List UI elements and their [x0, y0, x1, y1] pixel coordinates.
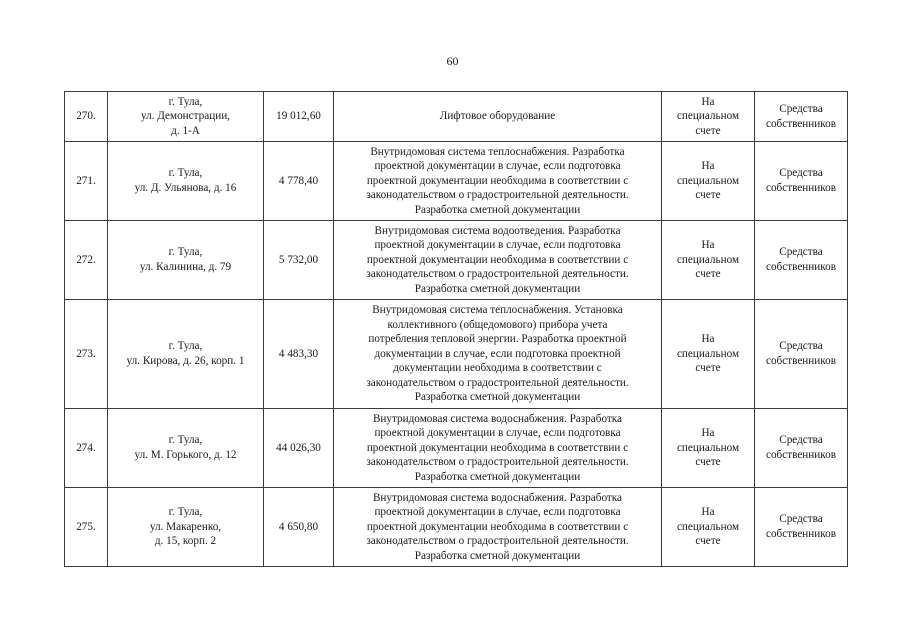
- work-line: проектной документации в случае, если подготовка: [374, 239, 621, 252]
- work-line: проектной документации в случае, если подготовка: [374, 160, 621, 173]
- work-line: Лифтовое оборудование: [439, 110, 556, 123]
- row-number-cell: 270.: [65, 92, 108, 142]
- amount-cell: 4 778,40: [264, 142, 334, 221]
- source-line: Средства: [779, 102, 823, 115]
- work-line: законодательством о градостроительной деятельности.: [366, 456, 629, 469]
- work-description-cell: [334, 221, 662, 300]
- address-line: г. Тула,: [168, 167, 203, 180]
- funding-source-cell: [755, 409, 848, 488]
- source-line: Средства: [779, 340, 823, 353]
- fund-line: специальном: [676, 110, 740, 123]
- address-cell: [108, 92, 264, 142]
- source-line: собственников: [766, 261, 836, 273]
- work-line: проектной документации в случае, если подготовка: [374, 427, 621, 440]
- source-line: Средства: [779, 246, 823, 259]
- fund-method-cell: [662, 488, 755, 567]
- work-line: Внутридомовая система теплоснабжения. Установка: [372, 303, 623, 316]
- address-line: г. Тула,: [168, 340, 203, 353]
- work-line: проектной документации необходима в соответствии с: [366, 253, 629, 266]
- work-description-cell: [334, 92, 662, 142]
- fund-line: счете: [695, 189, 721, 202]
- work-line: законодательством о градостроительной деятельности.: [366, 268, 629, 281]
- work-line: Разработка сметной документации: [414, 391, 581, 404]
- work-line: проектной документации в случае, если подготовка: [374, 506, 621, 519]
- funding-source-cell: [755, 300, 848, 409]
- amount-cell: 5 732,00: [264, 221, 334, 300]
- amount-cell: 44 026,30: [264, 409, 334, 488]
- work-description-cell: [334, 142, 662, 221]
- address-line: ул. М. Горького, д. 12: [134, 449, 237, 461]
- work-line: проектной документации необходима в соответствии с: [366, 174, 629, 187]
- source-line: собственников: [766, 182, 836, 194]
- works-table-body: [65, 92, 848, 567]
- row-number-cell: 273.: [65, 300, 108, 409]
- work-line: Внутридомовая система водоснабжения. Разработка: [372, 412, 623, 425]
- work-line: Внутридомовая система теплоснабжения. Разработка: [370, 145, 625, 158]
- amount-cell: 4 650,80: [264, 488, 334, 567]
- address-cell: [108, 488, 264, 567]
- work-line: Внутридомовая система водоотведения. Разработка: [374, 224, 621, 237]
- fund-line: специальном: [676, 441, 740, 454]
- fund-line: На: [701, 239, 715, 252]
- work-description-cell: [334, 300, 662, 409]
- funding-source-cell: [755, 488, 848, 567]
- fund-method-cell: [662, 300, 755, 409]
- work-line: потребления тепловой энергии. Разработка проектной: [368, 333, 627, 346]
- address-cell: [108, 300, 264, 409]
- work-line: проектной документации необходима в соответствии с: [366, 441, 629, 454]
- work-line: Разработка сметной документации: [414, 203, 581, 216]
- fund-line: счете: [695, 268, 721, 281]
- table-row: [65, 488, 848, 567]
- address-line: д. 1-А: [171, 124, 200, 137]
- fund-line: На: [701, 333, 715, 346]
- fund-line: На: [701, 95, 715, 108]
- source-line: Средства: [779, 434, 823, 447]
- funding-source-cell: [755, 92, 848, 142]
- work-line: документации в случае, если подготовка проектной: [374, 347, 621, 360]
- fund-line: счете: [695, 456, 721, 469]
- work-line: законодательством о градостроительной деятельности.: [366, 376, 629, 389]
- row-number-cell: 271.: [65, 142, 108, 221]
- row-number-cell: 275.: [65, 488, 108, 567]
- address-line: г. Тула,: [168, 506, 203, 519]
- fund-line: счете: [695, 124, 721, 137]
- work-line: законодательством о градостроительной деятельности.: [366, 535, 629, 548]
- fund-line: На: [701, 427, 715, 440]
- works-table: [64, 91, 848, 567]
- address-line: д. 15, корп. 2: [154, 535, 217, 548]
- work-description-cell: [334, 409, 662, 488]
- work-line: Разработка сметной документации: [414, 470, 581, 483]
- table-row: [65, 409, 848, 488]
- source-line: Средства: [779, 167, 823, 180]
- work-line: коллективного (общедомового) прибора учета: [387, 318, 608, 331]
- fund-method-cell: [662, 92, 755, 142]
- fund-method-cell: [662, 221, 755, 300]
- address-line: ул. Кирова, д. 26, корп. 1: [126, 355, 245, 367]
- work-line: Разработка сметной документации: [414, 282, 581, 295]
- source-line: собственников: [766, 449, 836, 461]
- work-line: законодательством о градостроительной деятельности.: [366, 189, 629, 202]
- table-row: [65, 92, 848, 142]
- fund-line: специальном: [676, 520, 740, 533]
- fund-line: счете: [695, 535, 721, 548]
- fund-line: На: [701, 506, 715, 519]
- work-line: документации необходима в соответствии с: [393, 362, 602, 375]
- row-number-cell: 274.: [65, 409, 108, 488]
- address-line: г. Тула,: [168, 95, 203, 108]
- work-line: Разработка сметной документации: [414, 549, 581, 562]
- address-line: г. Тула,: [168, 434, 203, 447]
- address-line: ул. Макаренко,: [149, 520, 222, 533]
- table-row: [65, 221, 848, 300]
- table-row: [65, 142, 848, 221]
- funding-source-cell: [755, 221, 848, 300]
- address-line: ул. Д. Ульянова, д. 16: [134, 182, 237, 194]
- address-line: г. Тула,: [168, 246, 203, 259]
- fund-line: счете: [695, 362, 721, 375]
- fund-line: На: [701, 160, 715, 173]
- address-cell: [108, 142, 264, 221]
- address-line: ул. Демонстрации,: [141, 110, 230, 123]
- funding-source-cell: [755, 142, 848, 221]
- fund-line: специальном: [676, 174, 740, 187]
- fund-method-cell: [662, 409, 755, 488]
- work-line: проектной документации необходима в соответствии с: [366, 520, 629, 533]
- source-line: Средства: [779, 513, 823, 526]
- row-number-cell: 272.: [65, 221, 108, 300]
- work-description-cell: [334, 488, 662, 567]
- page-number: 60: [446, 54, 459, 68]
- amount-cell: 19 012,60: [264, 92, 334, 142]
- table-row: [65, 300, 848, 409]
- fund-method-cell: [662, 142, 755, 221]
- source-line: собственников: [766, 117, 836, 130]
- address-cell: [108, 221, 264, 300]
- source-line: собственников: [766, 355, 836, 367]
- address-cell: [108, 409, 264, 488]
- fund-line: специальном: [676, 253, 740, 266]
- source-line: собственников: [766, 528, 836, 540]
- fund-line: специальном: [676, 347, 740, 360]
- address-line: ул. Калинина, д. 79: [139, 261, 232, 273]
- amount-cell: 4 483,30: [264, 300, 334, 409]
- work-line: Внутридомовая система водоснабжения. Разработка: [372, 491, 623, 504]
